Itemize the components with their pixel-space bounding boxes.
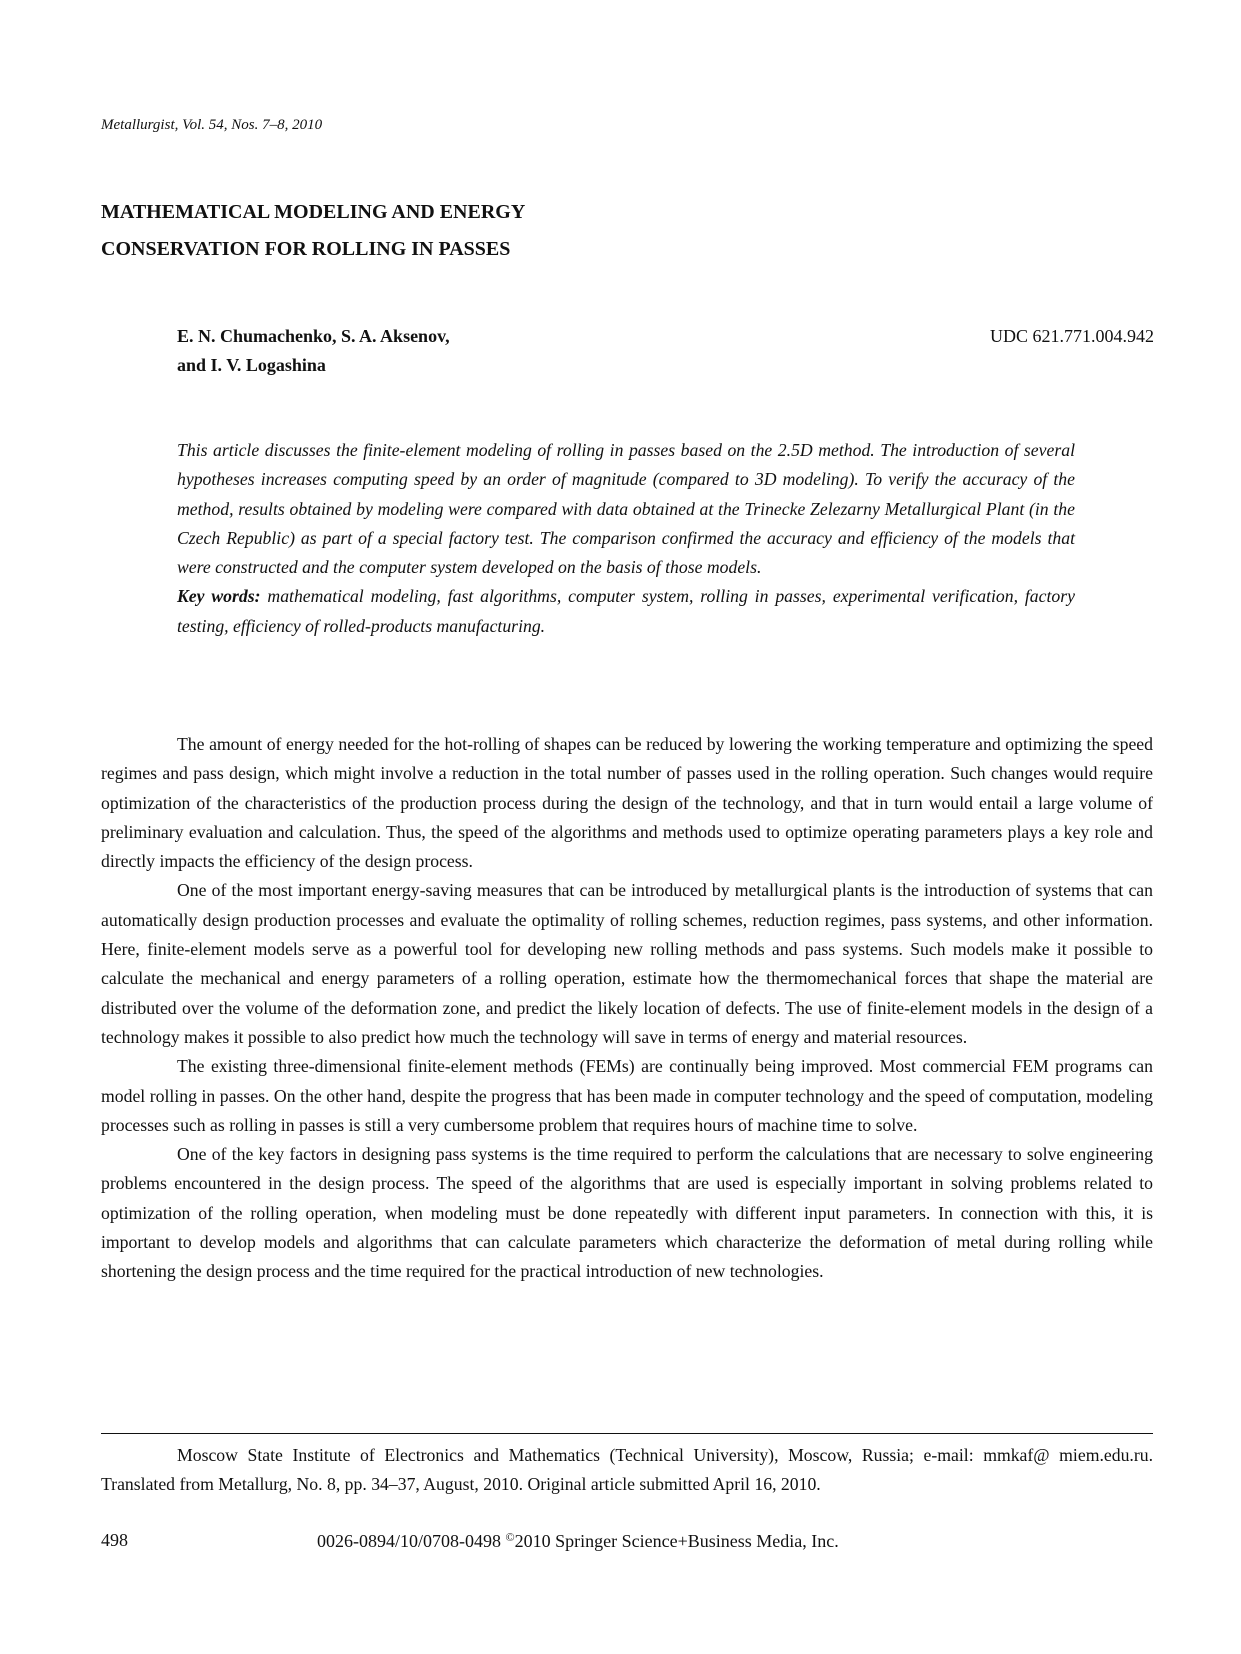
author-list (177, 322, 450, 380)
footnote-divider (101, 1433, 1153, 1434)
body-paragraph-4: One of the key factors in designing pass systems is the time required to perform the calculations that are necessary to solve engineering problems encountered in the design process. The speed of the algorithms that are used is especially important in solving problems related to optimization of the rolling operation, when modeling must be done repeatedly with different input parameters. In connection with this, it is important to develop models and algorithms that can calculate parameters which characterize the deformation of metal during rolling while shortening the design process and the time required for the practical introduction of new technologies. (101, 1144, 1153, 1282)
copyright-symbol: © (505, 1530, 515, 1544)
body-paragraph-3: The existing three-dimensional finite-element methods (FEMs) are continually being improved. Most commercial FEM programs can model rolling in passes. On the other hand, despite the progress that has been made in computer technology and the speed of computation, modeling processes such as rolling in passes is still a very cumbersome problem that requires hours of machine time to solve. (101, 1056, 1153, 1135)
body-paragraph-2: One of the most important energy-saving measures that can be introduced by metallurgical plants is the introduction of systems that can automatically design production processes and evaluate the optimality of rolling schemes, reduction regimes, pass systems, and other information. Here, finite-element models serve as a powerful tool for developing new rolling methods and pass systems. Such models make it possible to calculate the mechanical and energy parameters of a rolling operation, estimate how the thermomechanical forces that shape the material are distributed over the volume of the deformation zone, and predict the likely location of defects. The use of finite-element models in the design of a technology makes it possible to also predict how much the technology will save in terms of energy and material resources. (101, 880, 1153, 1047)
article-title-line-2: CONSERVATION FOR ROLLING IN PASSES (101, 238, 511, 260)
keywords-label: Key words: (177, 586, 261, 607)
running-head: Metallurgist, Vol. 54, Nos. 7–8, 2010 (101, 117, 323, 133)
authors-line-1: E. N. Chumachenko, S. A. Aksenov, (177, 326, 450, 346)
abstract (177, 436, 1075, 641)
footnote (101, 1441, 1153, 1500)
body-text (101, 730, 1153, 1287)
abstract-text: This article discusses the finite-element modeling of rolling in passes based on the 2.5D method. The introduction of several hypotheses increases computing speed by an order of magnitude (compared to 3D modeling). To verify the accuracy of the method, results obtained by modeling were compared with data obtained at the Trinecke Zelezarny Metallurgical Plant (in the Czech Republic) as part of a special factory test. The comparison confirmed the accuracy and efficiency of the models that were constructed and the computer system developed on the basis of those models. (177, 440, 1075, 578)
authors-line-2: and I. V. Logashina (177, 355, 326, 375)
keywords-list: mathematical modeling, fast algorithms, computer system, rolling in passes, experimental verification, factory testing, efficiency of rolled-products manufacturing. (177, 586, 1075, 636)
footnote-text: Moscow State Institute of Electronics and Mathematics (Technical University), Moscow, Russia; e-mail: mmkaf@ miem.edu.ru. Translated from Metallurg, No. 8, pp. 34–37, August, 2010. Original article submitted April 16, 2010. (101, 1445, 1153, 1495)
article-title (101, 194, 801, 268)
udc-code: UDC 621.771.004.942 (989, 326, 1154, 346)
body-paragraph-1: The amount of energy needed for the hot-rolling of shapes can be reduced by lowering the working temperature and optimizing the speed regimes and pass design, which might involve a reduction in the total number of passes used in the rolling operation. Such changes would require optimization of the characteristics of the production process during the design of the technology, and that in turn would entail a large volume of preliminary evaluation and calculation. Thus, the speed of the algorithms and methods used to optimize operating parameters plays a key role and directly impacts the efficiency of the design process. (101, 734, 1153, 872)
imprint-publisher: 2010 Springer Science+Business Media, Inc. (514, 1531, 839, 1551)
article-title-line-1: MATHEMATICAL MODELING AND ENERGY (101, 201, 526, 223)
page-number: 498 (101, 1530, 128, 1550)
copyright-imprint (317, 1530, 839, 1552)
keywords (177, 582, 1075, 641)
imprint-code: 0026-0894/10/0708-0498 (317, 1531, 501, 1551)
